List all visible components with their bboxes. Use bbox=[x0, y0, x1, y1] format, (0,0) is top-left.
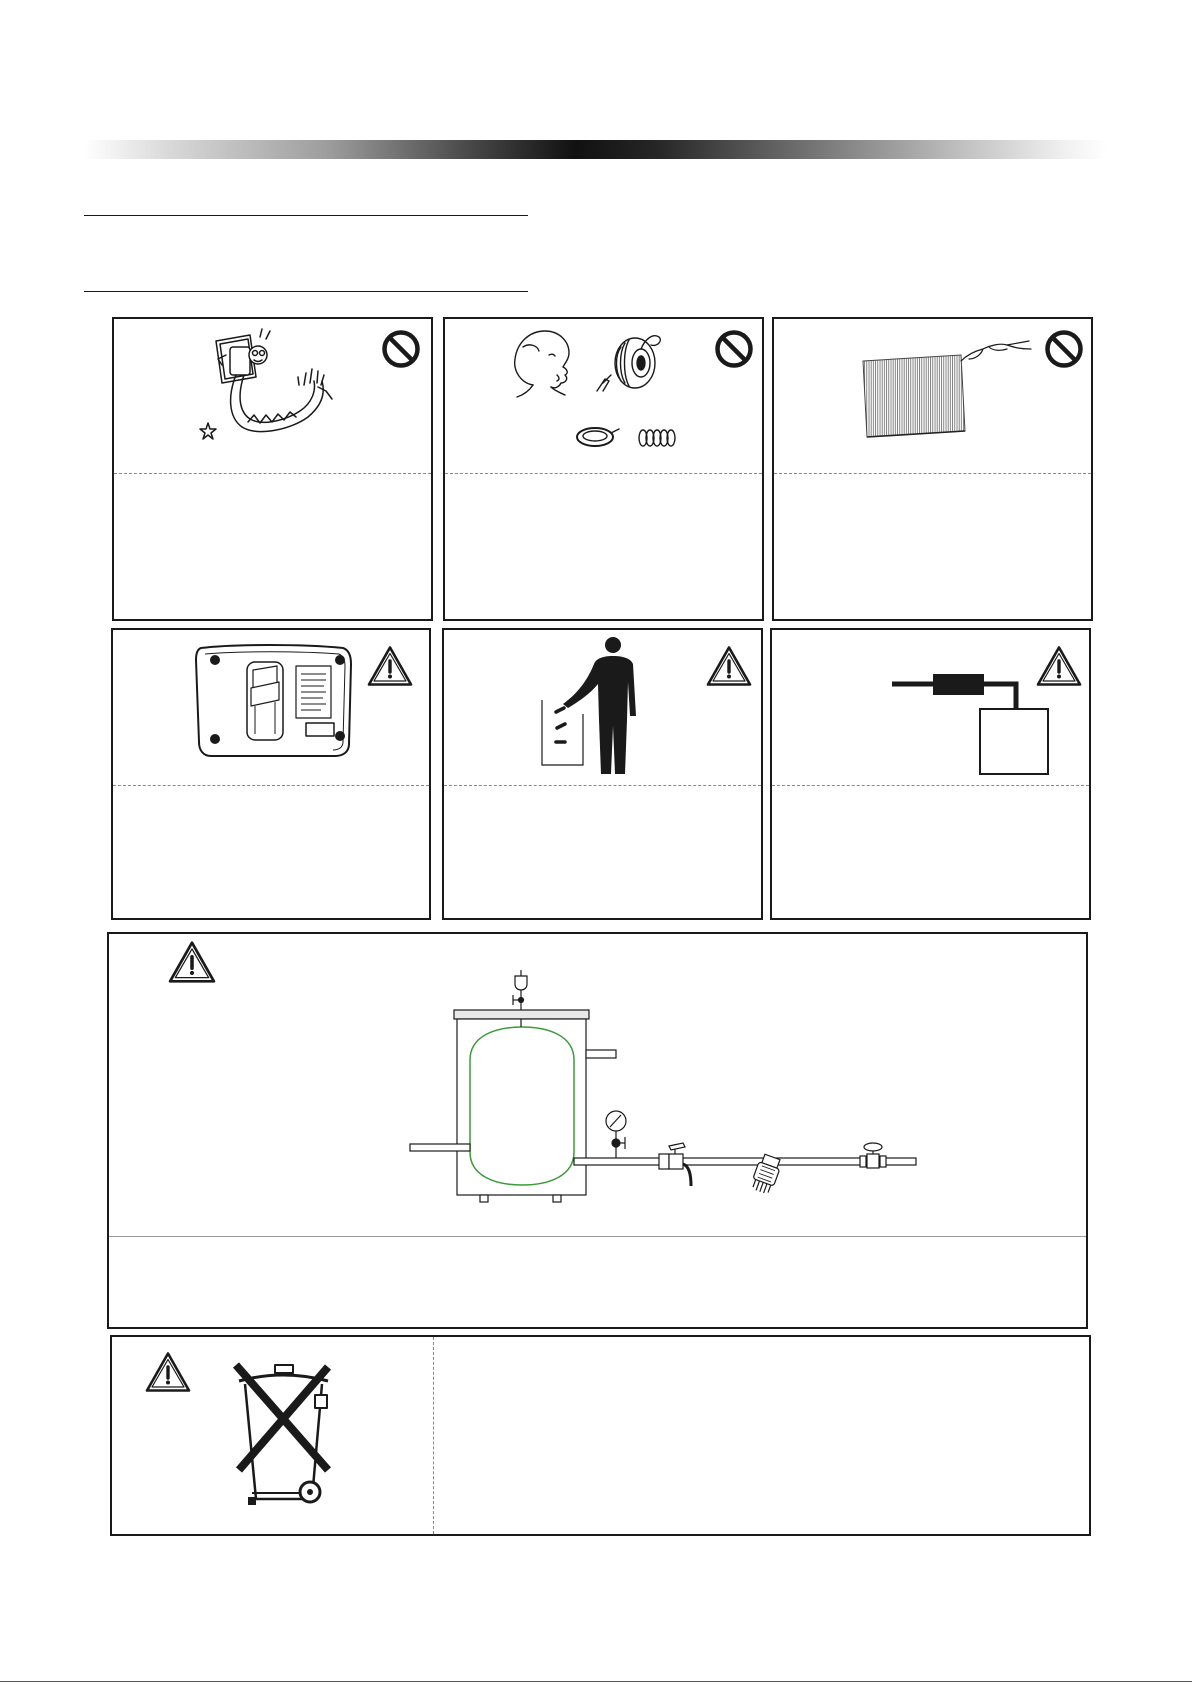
person-disposing-waste-illustration bbox=[534, 634, 644, 784]
caution-panel-1 bbox=[112, 317, 433, 621]
side-inlet-pipe bbox=[410, 1144, 470, 1151]
panel-divider bbox=[444, 785, 761, 786]
prohibition-icon bbox=[714, 329, 754, 369]
panel-divider bbox=[114, 473, 431, 474]
installation-diagram-panel bbox=[107, 932, 1088, 1329]
panel-divider bbox=[109, 1236, 1086, 1237]
wire-spool-and-parts-illustration bbox=[503, 325, 688, 455]
prohibition-icon bbox=[381, 329, 421, 369]
panel-divider bbox=[774, 473, 1091, 474]
panel-divider bbox=[433, 1337, 434, 1534]
relief-valve-icon bbox=[513, 970, 527, 1013]
caution-panel-2 bbox=[443, 317, 764, 621]
crossed-out-wheelie-bin-icon bbox=[228, 1359, 338, 1509]
section-rule-top bbox=[84, 215, 528, 216]
caution-panel-5 bbox=[442, 628, 763, 920]
header-gradient-bar bbox=[84, 140, 1107, 159]
caution-panel-3 bbox=[772, 317, 1093, 621]
prohibition-icon bbox=[1044, 329, 1084, 369]
disposal-notice-panel bbox=[110, 1335, 1091, 1536]
caution-panel-4 bbox=[111, 628, 431, 920]
panel-divider bbox=[772, 785, 1089, 786]
caution-panel-6 bbox=[770, 628, 1091, 920]
electric-shock-plug-illustration bbox=[200, 325, 350, 450]
panel-divider bbox=[113, 785, 429, 786]
page-bottom-edge bbox=[0, 1681, 1192, 1682]
tank-foot bbox=[480, 1195, 488, 1202]
warning-icon bbox=[706, 645, 752, 687]
section-rule-bottom bbox=[84, 291, 528, 292]
warning-icon bbox=[367, 645, 413, 687]
heat-exchanger-fins-illustration bbox=[857, 337, 1042, 442]
water-tank-piping-diagram bbox=[107, 932, 1084, 1232]
panel-divider bbox=[445, 473, 762, 474]
shutoff-valve-icon bbox=[860, 1143, 886, 1168]
control-panel-illustration bbox=[193, 642, 358, 762]
tank-casing bbox=[457, 1019, 586, 1195]
warning-icon bbox=[1036, 645, 1082, 687]
tank-foot bbox=[553, 1195, 561, 1202]
warning-icon bbox=[145, 1351, 191, 1393]
drain-valve-icon bbox=[659, 1143, 691, 1186]
pressure-gauge-icon bbox=[606, 1111, 626, 1158]
tank-lid bbox=[454, 1010, 589, 1019]
hand-icon bbox=[961, 341, 1031, 361]
hot-water-outlet-pipe bbox=[586, 1050, 616, 1058]
